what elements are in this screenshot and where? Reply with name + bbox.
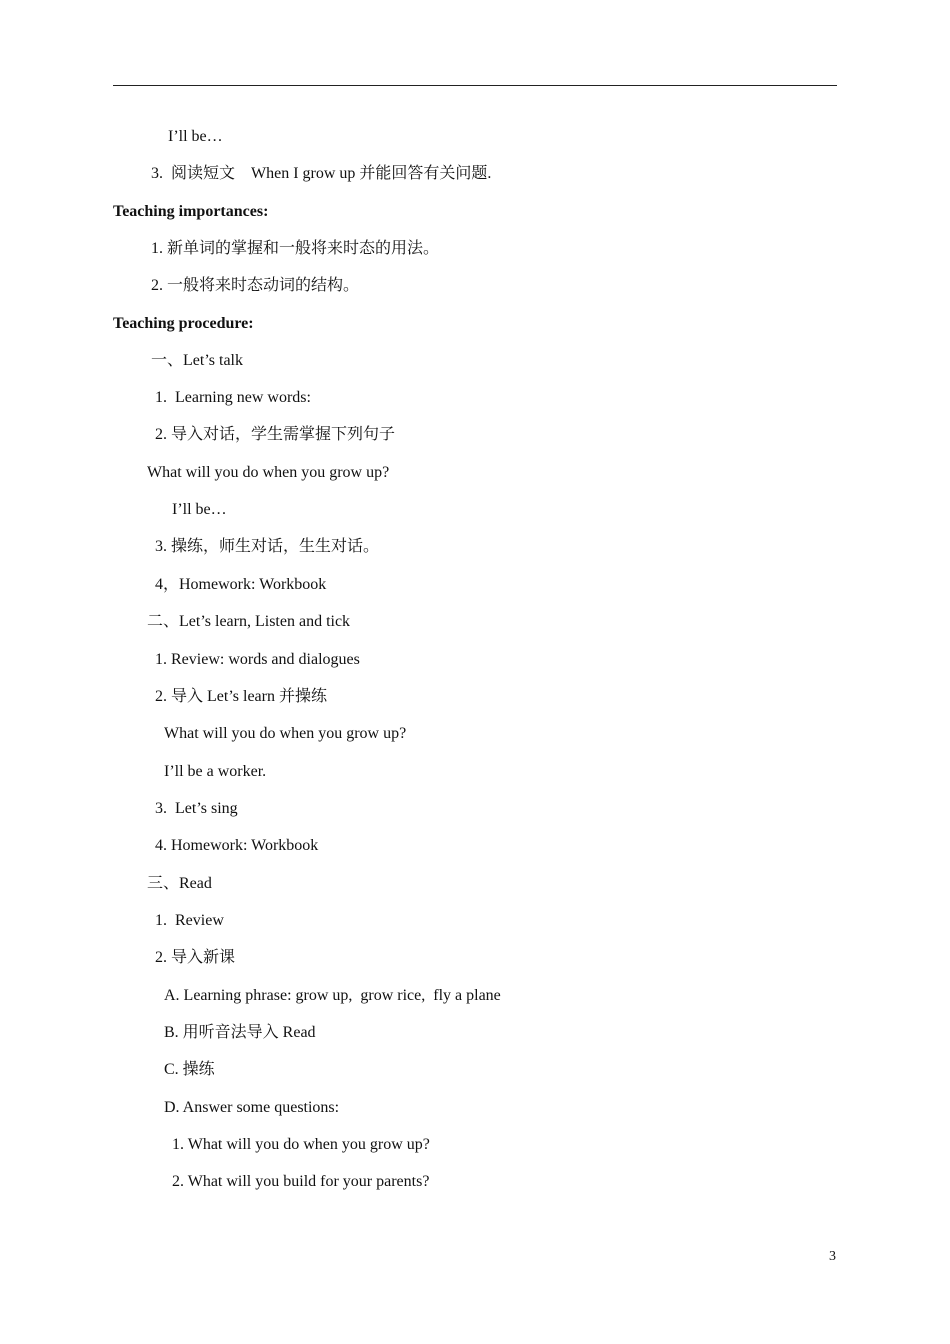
text-line: 2. What will you build for your parents?	[172, 1173, 430, 1190]
text-line: I’ll be…	[172, 501, 227, 518]
text-line: I’ll be a worker.	[164, 763, 267, 780]
text-line: 1. What will you do when you grow up?	[172, 1136, 430, 1153]
text-line: A. Learning phrase: grow up, grow rice, fly a plane	[164, 987, 501, 1004]
text-line: 3. 阅读短文 When I grow up 并能回答有关问题.	[151, 165, 492, 182]
text-line: 二、Let’s learn, Listen and tick	[147, 613, 351, 630]
header-rule	[113, 85, 837, 86]
text-line: What will you do when you grow up?	[147, 464, 390, 481]
text-line: 4，Homework: Workbook	[155, 576, 327, 593]
section-heading: Teaching procedure:	[113, 315, 254, 332]
text-line: 2. 导入对话，学生需掌握下列句子	[155, 426, 396, 443]
text-line: 3. Let’s sing	[155, 800, 238, 817]
text-line: 1. Review: words and dialogues	[155, 651, 360, 668]
text-line: D. Answer some questions:	[164, 1099, 340, 1116]
page-number: 3	[829, 1249, 836, 1264]
text-line: 2. 导入 Let’s learn 并操练	[155, 688, 327, 705]
text-line: 1. Learning new words:	[155, 389, 311, 406]
text-line: 一、Let’s talk	[151, 352, 243, 369]
section-heading: Teaching importances:	[113, 203, 269, 220]
text-line: What will you do when you grow up?	[164, 725, 407, 742]
text-line: 3. 操练，师生对话，生生对话。	[155, 538, 380, 555]
text-line: C. 操练	[164, 1061, 215, 1078]
text-line: 4. Homework: Workbook	[155, 837, 319, 854]
text-line: 三、Read	[147, 875, 212, 892]
text-line: 2. 导入新课	[155, 949, 236, 966]
text-line: I’ll be…	[168, 128, 223, 145]
text-line: 2. 一般将来时态动词的结构。	[151, 277, 360, 294]
text-line: 1. Review	[155, 912, 224, 929]
text-line: B. 用听音法导入 Read	[164, 1024, 316, 1041]
text-line: 1. 新单词的掌握和一般将来时态的用法。	[151, 240, 440, 257]
